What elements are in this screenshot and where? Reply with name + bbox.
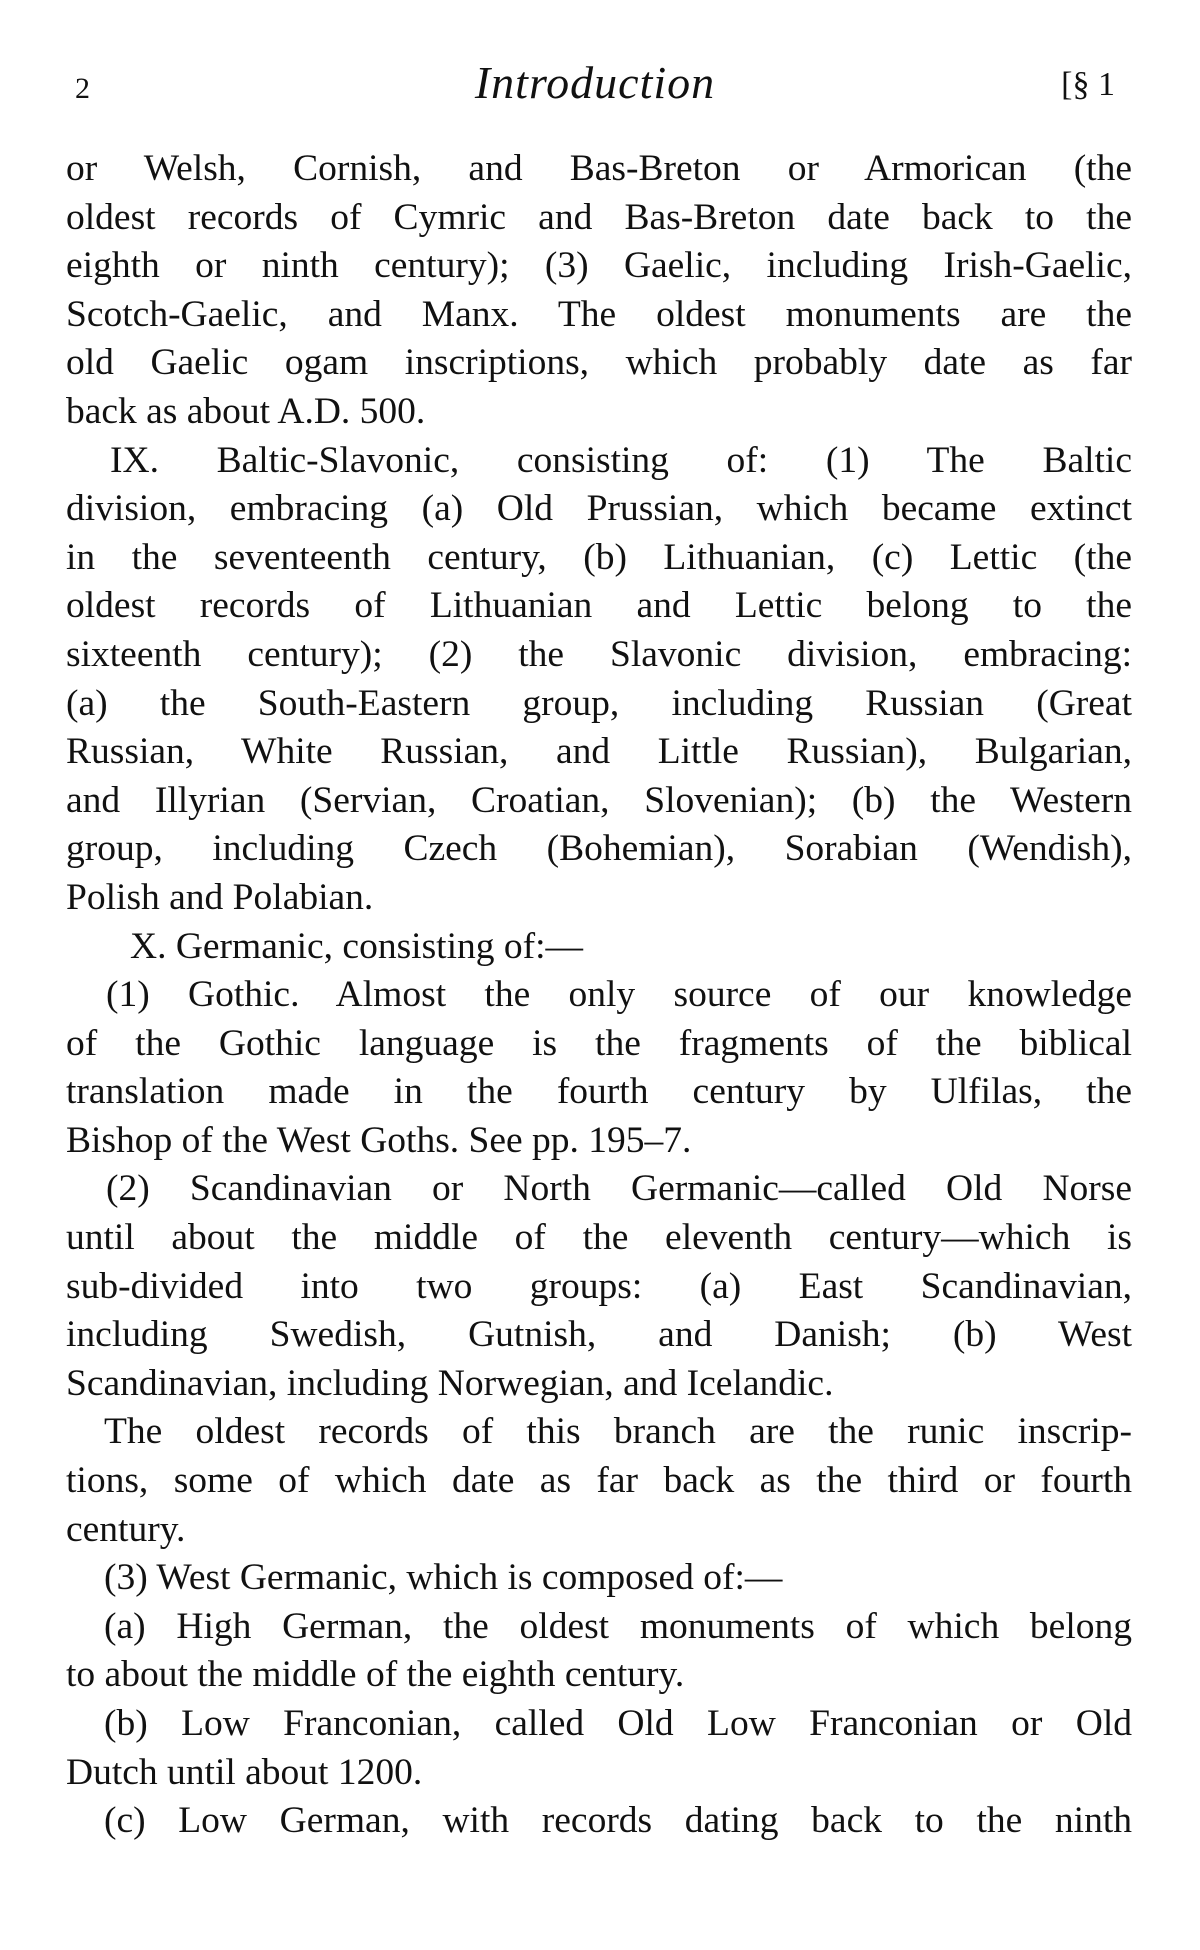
- text-line: eighth or ninth century); (3) Gaelic, including Irish-Gaelic,: [66, 245, 1132, 287]
- body-text: [66, 145, 1132, 1846]
- text-line: or Welsh, Cornish, and Bas-Breton or Armorican (the: [66, 148, 1132, 189]
- text-line: (c) Low German, with records dating back to the ninth: [104, 1800, 1132, 1842]
- text-line: Dutch until about 1200.: [66, 1751, 423, 1793]
- text-line: X. Germanic, consisting of:—: [130, 925, 584, 967]
- text-line: century.: [66, 1508, 186, 1550]
- text-line: Scandinavian, including Norwegian, and Icelandic.: [66, 1362, 834, 1404]
- section-mark: [§ 1: [1061, 66, 1115, 103]
- text-line: Polish and Polabian.: [66, 876, 374, 918]
- text-line: in the seventeenth century, (b) Lithuanian, (c) Lettic (the: [66, 536, 1132, 578]
- text-line: (3) West Germanic, which is composed of:—: [104, 1557, 783, 1599]
- text-line: oldest records of Cymric and Bas-Breton date back to the: [66, 196, 1132, 238]
- text-line: oldest records of Lithuanian and Lettic belong to the: [66, 585, 1132, 627]
- running-head: [75, 52, 1115, 112]
- text-line: sub-divided into two groups: (a) East Scandinavian,: [66, 1265, 1132, 1307]
- text-line: tions, some of which date as far back as the third or fourth: [66, 1460, 1132, 1502]
- text-line: Russian, White Russian, and Little Russian), Bulgarian,: [66, 731, 1132, 773]
- text-line: translation made in the fourth century by Ulfilas, the: [66, 1071, 1132, 1113]
- text-line: (a) the South-Eastern group, including Russian (Great: [66, 682, 1132, 724]
- text-line: and Illyrian (Servian, Croatian, Slovenian); (b) the Western: [66, 779, 1132, 821]
- page-number: 2: [75, 72, 90, 105]
- text-line: of the Gothic language is the fragments of the biblical: [66, 1022, 1132, 1064]
- text-line: (2) Scandinavian or North Germanic—called Old Norse: [106, 1168, 1132, 1210]
- text-line: sixteenth century); (2) the Slavonic division, embracing:: [66, 633, 1132, 675]
- text-line: to about the middle of the eighth century.: [66, 1654, 685, 1696]
- text-line: (1) Gothic. Almost the only source of our knowledge: [106, 974, 1132, 1016]
- text-line: until about the middle of the eleventh century—which is: [66, 1217, 1132, 1259]
- running-title: Introduction: [474, 57, 716, 108]
- text-line: (a) High German, the oldest monuments of which belong: [104, 1605, 1132, 1647]
- text-line: IX. Baltic-Slavonic, consisting of: (1) The Baltic: [110, 439, 1132, 481]
- text-line: division, embracing (a) Old Prussian, which became extinct: [66, 488, 1132, 530]
- text-line: Bishop of the West Goths. See pp. 195–7.: [66, 1119, 692, 1161]
- text-line: Scotch-Gaelic, and Manx. The oldest monuments are the: [66, 293, 1132, 335]
- text-line: (b) Low Franconian, called Old Low Franconian or Old: [104, 1703, 1132, 1744]
- text-line: old Gaelic ogam inscriptions, which probably date as far: [66, 342, 1132, 384]
- text-line: including Swedish, Gutnish, and Danish; (b) West: [66, 1314, 1132, 1356]
- text-line: back as about A.D. 500.: [66, 390, 426, 432]
- text-line: group, including Czech (Bohemian), Sorabian (Wendish),: [66, 828, 1132, 870]
- text-line: The oldest records of this branch are the runic inscrip-: [104, 1411, 1132, 1453]
